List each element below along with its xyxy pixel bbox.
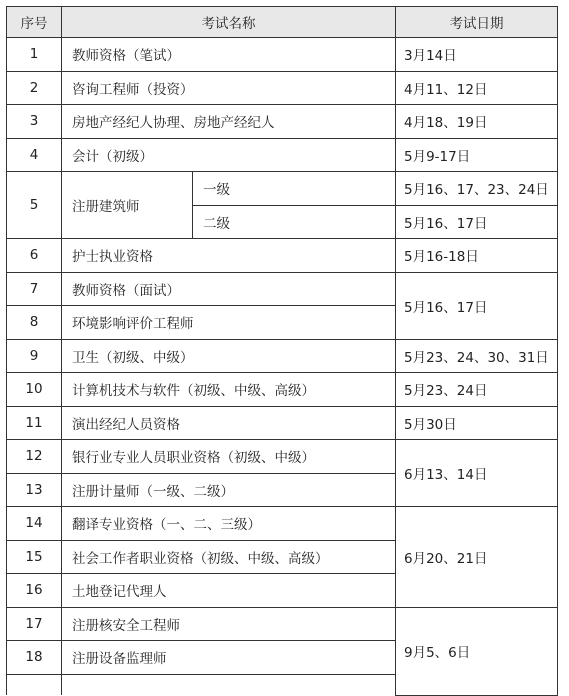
table-row <box>7 71 558 105</box>
exam-schedule-table <box>6 6 558 696</box>
exam-name: 注册建筑师 <box>62 172 193 239</box>
exam-date: 3月14日 <box>396 38 558 72</box>
table-row <box>7 607 558 641</box>
exam-name: 环境影响评价工程师 <box>62 306 396 340</box>
exam-name: 教师资格（面试） <box>62 272 396 306</box>
row-number: 3 <box>7 105 62 139</box>
row-number: 12 <box>7 440 62 474</box>
row-number: 15 <box>7 540 62 574</box>
header-date: 考试日期 <box>396 7 558 38</box>
exam-level: 一级 <box>193 172 396 206</box>
exam-name: 演出经纪人员资格 <box>62 406 396 440</box>
table-row <box>7 239 558 273</box>
table-row <box>7 138 558 172</box>
exam-level: 二级 <box>193 205 396 239</box>
exam-name: 翻译专业资格（一、二、三级） <box>62 507 396 541</box>
exam-name: 计算机技术与软件（初级、中级、高级） <box>62 373 396 407</box>
exam-name: 卫生（初级、中级） <box>62 339 396 373</box>
exam-date: 5月23、24日 <box>396 373 558 407</box>
exam-date: 5月16、17、23、24日 <box>396 172 558 206</box>
table-row <box>7 38 558 72</box>
header-seq: 序号 <box>7 7 62 38</box>
row-number: 11 <box>7 406 62 440</box>
exam-date: 5月9-17日 <box>396 138 558 172</box>
exam-date: 4月11、12日 <box>396 71 558 105</box>
exam-name: 会计（初级） <box>62 138 396 172</box>
exam-name: 土地登记代理人 <box>62 574 396 608</box>
table-row <box>7 406 558 440</box>
exam-date: 5月30日 <box>396 406 558 440</box>
exam-name: 教师资格（笔试） <box>62 38 396 72</box>
exam-name: 房地产经纪人协理、房地产经纪人 <box>62 105 396 139</box>
row-number: 7 <box>7 272 62 306</box>
exam-date: 9月5、6日 <box>396 607 558 695</box>
exam-name: 注册核安全工程师 <box>62 607 396 641</box>
row-number: 5 <box>7 172 62 239</box>
row-number: 13 <box>7 473 62 507</box>
exam-name: 护士执业资格 <box>62 239 396 273</box>
exam-name: 银行业专业人员职业资格（初级、中级） <box>62 440 396 474</box>
exam-date: 6月20、21日 <box>396 507 558 608</box>
table-row <box>7 440 558 474</box>
row-number: 10 <box>7 373 62 407</box>
table-row <box>7 272 558 306</box>
row-number: 1 <box>7 38 62 72</box>
row-number <box>7 674 62 695</box>
table-row <box>7 105 558 139</box>
exam-name <box>62 674 396 695</box>
row-number: 4 <box>7 138 62 172</box>
table-row <box>7 339 558 373</box>
header-name: 考试名称 <box>62 7 396 38</box>
exam-date: 6月13、14日 <box>396 440 558 507</box>
exam-date: 4月18、19日 <box>396 105 558 139</box>
row-number: 6 <box>7 239 62 273</box>
row-number: 8 <box>7 306 62 340</box>
table-row <box>7 373 558 407</box>
exam-date: 5月16-18日 <box>396 239 558 273</box>
row-number: 14 <box>7 507 62 541</box>
exam-date: 5月16、17日 <box>396 205 558 239</box>
exam-name: 注册设备监理师 <box>62 641 396 675</box>
table-row <box>7 507 558 541</box>
exam-date: 5月23、24、30、31日 <box>396 339 558 373</box>
row-number: 18 <box>7 641 62 675</box>
exam-name: 咨询工程师（投资） <box>62 71 396 105</box>
row-number: 16 <box>7 574 62 608</box>
exam-name: 社会工作者职业资格（初级、中级、高级） <box>62 540 396 574</box>
table-header-row <box>7 7 558 38</box>
row-number: 2 <box>7 71 62 105</box>
exam-date: 5月16、17日 <box>396 272 558 339</box>
row-number: 17 <box>7 607 62 641</box>
table-row <box>7 172 558 206</box>
row-number: 9 <box>7 339 62 373</box>
exam-name: 注册计量师（一级、二级） <box>62 473 396 507</box>
